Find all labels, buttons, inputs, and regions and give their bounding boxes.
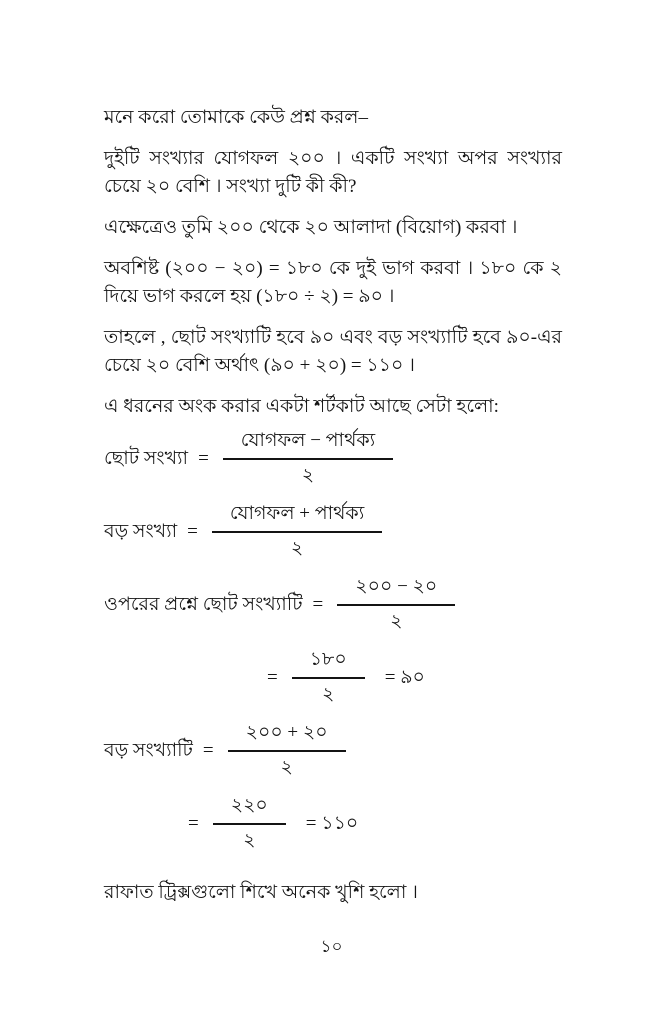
paragraph-closing: রাফাত ট্রিক্সগুলো শিখে অনেক খুশি হলো । <box>104 882 418 903</box>
fraction-numerator: ২০০ − ২০ <box>337 575 455 606</box>
page-content <box>104 104 562 920</box>
fraction <box>212 502 382 561</box>
paragraph-conclusion: তাহলে , ছোট সংখ্যাটি হবে ৯০ এবং বড় সংখ্যাটি হবে ৯০-এর চেয়ে ২০ বেশি অর্থাৎ (৯০ + ২০) = ১১০ । <box>104 327 562 376</box>
equation-result: = ১১০ <box>305 812 359 834</box>
fraction-denominator: ২ <box>322 684 335 705</box>
fraction-numerator: যোগফল + পার্থক্য <box>212 502 382 533</box>
equation-small-number-result <box>267 648 562 707</box>
equation-big-number-applied <box>104 721 562 780</box>
paragraph-shortcut-intro: এ ধরনের অংক করার একটা শর্টকাট আছে সেটা হলো: <box>104 396 499 417</box>
equation-label: বড় সংখ্যাটি <box>104 739 193 761</box>
equation-big-number-formula <box>104 502 562 561</box>
equation-small-number-applied <box>104 575 562 634</box>
fraction <box>228 721 346 780</box>
fraction-denominator: ২ <box>390 611 403 632</box>
fraction <box>223 429 393 488</box>
fraction-numerator: যোগফল − পার্থক্য <box>223 429 393 460</box>
fraction-denominator: ২ <box>301 465 315 486</box>
equals-sign: = <box>198 447 209 469</box>
fraction <box>213 794 286 853</box>
equals-sign: = <box>187 520 198 542</box>
equation-small-number-formula <box>104 429 562 488</box>
fraction <box>292 648 365 707</box>
equation-big-number-result <box>188 794 562 853</box>
paragraph-subtract-step: এক্ষেত্রেও তুমি ২০০ থেকে ২০ আলাদা (বিয়োগ) করবা । <box>104 217 518 238</box>
fraction-numerator: ২২০ <box>213 794 286 825</box>
fraction-numerator: ২০০ + ২০ <box>228 721 346 752</box>
equals-sign: = <box>267 666 278 688</box>
fraction-denominator: ২ <box>290 538 304 559</box>
equals-sign: = <box>188 812 199 834</box>
equation-result: = ৯০ <box>384 666 425 688</box>
fraction-denominator: ২ <box>243 830 256 851</box>
equals-sign: = <box>202 739 214 761</box>
fraction-denominator: ২ <box>280 757 293 778</box>
paragraph-problem-statement: দুইটি সংখ্যার যোগফল ২০০ । একটি সংখ্যা অপর সংখ্যার চেয়ে ২০ বেশি । সংখ্যা দুটি কী কী? <box>104 148 562 197</box>
equation-label: ছোট সংখ্যা <box>104 447 189 469</box>
paragraph-question-intro: মনে করো তোমাকে কেউ প্রশ্ন করল– <box>104 107 368 128</box>
paragraph-divide-step: অবশিষ্ট (২০০ − ২০) = ১৮০ কে দুই ভাগ করবা । ১৮০ কে ২ দিয়ে ভাগ করলে হয় (১৮০ ÷ ২) = ৯০ । <box>104 258 562 307</box>
equation-label: ওপরের প্রশ্নে ছোট সংখ্যাটি <box>104 593 303 615</box>
page-number: ১০ <box>320 937 343 956</box>
equals-sign: = <box>312 593 324 615</box>
fraction <box>337 575 455 634</box>
fraction-numerator: ১৮০ <box>292 648 365 679</box>
equation-label: বড় সংখ্যা <box>104 520 178 542</box>
